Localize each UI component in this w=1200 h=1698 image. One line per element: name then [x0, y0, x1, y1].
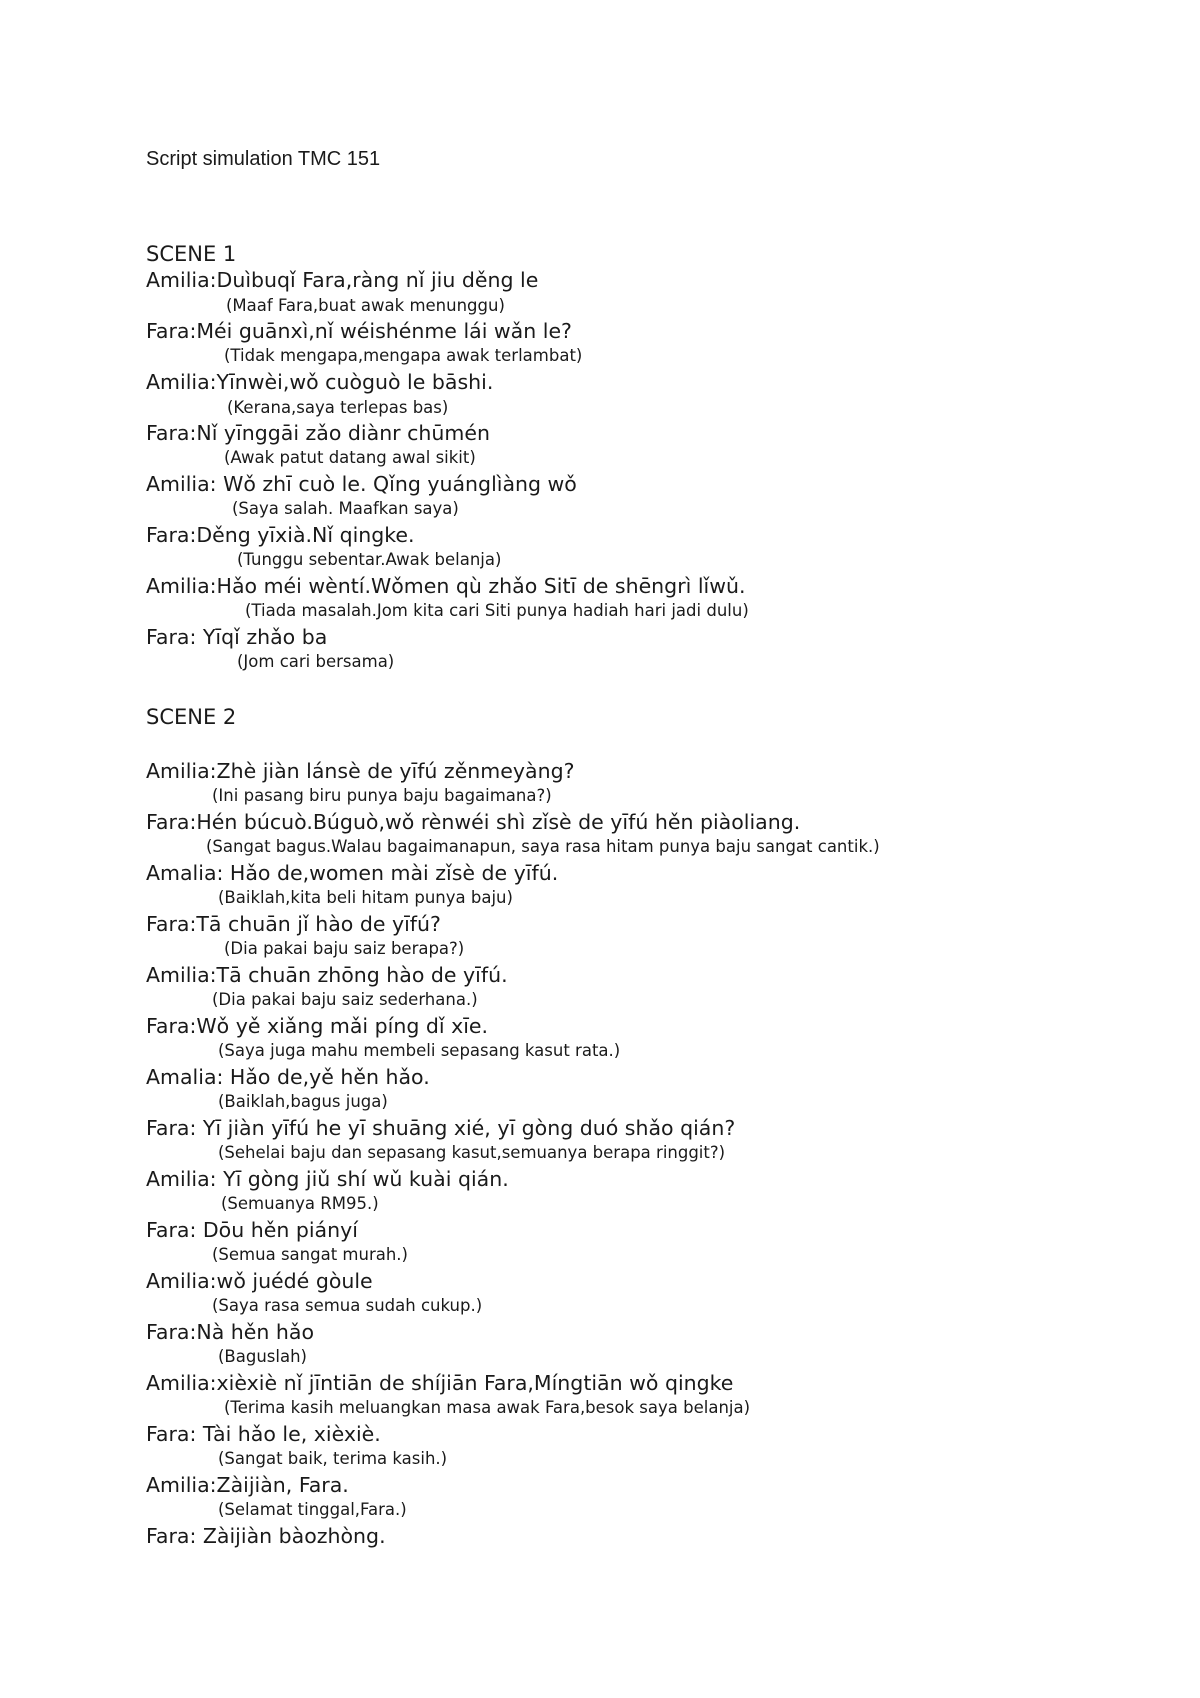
- dialog-line: Fara:Nà hěn hǎo: [146, 1320, 314, 1344]
- translation-line: (Semuanya RM95.): [221, 1194, 379, 1213]
- translation-line: (Tidak mengapa,mengapa awak terlambat): [224, 346, 583, 365]
- translation-line: (Terima kasih meluangkan masa awak Fara,besok saya belanja): [224, 1398, 751, 1417]
- translation-line: (Saya rasa semua sudah cukup.): [212, 1296, 483, 1315]
- dialog-line: Amilia:Zàijiàn, Fara.: [146, 1473, 349, 1497]
- dialog-line: Fara:Wǒ yě xiǎng mǎi píng dǐ xīe.: [146, 1014, 489, 1038]
- scene-2-heading: SCENE 2: [146, 705, 237, 729]
- translation-line: (Sangat baik, terima kasih.): [218, 1449, 448, 1468]
- translation-line: (Saya salah. Maafkan saya): [232, 499, 459, 518]
- translation-line: (Tunggu sebentar.Awak belanja): [237, 550, 502, 569]
- translation-line: (Selamat tinggal,Fara.): [218, 1500, 407, 1519]
- dialog-line: Amilia:Zhè jiàn lánsè de yīfú zěnmeyàng?: [146, 759, 575, 783]
- dialog-line: Amilia:Yīnwèi,wǒ cuòguò le bāshi.: [146, 370, 494, 394]
- translation-line: (Sangat bagus.Walau bagaimanapun, saya rasa hitam punya baju sangat cantik.): [206, 837, 880, 856]
- scene-1-heading: SCENE 1: [146, 242, 237, 266]
- dialog-line: Amalia: Hǎo de,women mài zǐsè de yīfú.: [146, 861, 559, 885]
- dialog-line: Amilia: Yī gòng jiǔ shí wǔ kuài qián.: [146, 1167, 509, 1191]
- translation-line: (Baguslah): [218, 1347, 307, 1366]
- dialog-line: Fara: Tài hǎo le, xièxiè.: [146, 1422, 381, 1446]
- translation-line: (Sehelai baju dan sepasang kasut,semuanya berapa ringgit?): [218, 1143, 726, 1162]
- dialog-line: Amilia:wǒ juédé gòule: [146, 1269, 373, 1293]
- translation-line: (Awak patut datang awal sikit): [224, 448, 476, 467]
- translation-line: (Ini pasang biru punya baju bagaimana?): [212, 786, 552, 805]
- translation-line: (Kerana,saya terlepas bas): [227, 398, 449, 417]
- dialog-line: Fara:Tā chuān jǐ hào de yīfú?: [146, 912, 441, 936]
- dialog-line: Fara: Yīqǐ zhǎo ba: [146, 625, 328, 649]
- translation-line: (Baiklah,bagus juga): [218, 1092, 388, 1111]
- translation-line: (Jom cari bersama): [237, 652, 395, 671]
- dialog-line: Fara:Méi guānxì,nǐ wéishénme lái wǎn le?: [146, 319, 572, 343]
- translation-line: (Semua sangat murah.): [212, 1245, 408, 1264]
- dialog-line: Amilia: Wǒ zhī cuò le. Qǐng yuánglìàng wǒ: [146, 472, 577, 496]
- dialog-line: Amilia:xièxiè nǐ jīntiān de shíjiān Fara,Míngtiān wǒ qingke: [146, 1371, 734, 1395]
- translation-line: (Tiada masalah.Jom kita cari Siti punya hadiah hari jadi dulu): [245, 601, 749, 620]
- dialog-line: Fara: Zàijiàn bàozhòng.: [146, 1524, 386, 1548]
- translation-line: (Dia pakai baju saiz sederhana.): [212, 990, 478, 1009]
- translation-line: (Baiklah,kita beli hitam punya baju): [218, 888, 513, 907]
- dialog-line: Fara: Yī jiàn yīfú he yī shuāng xié, yī gòng duó shǎo qián?: [146, 1116, 736, 1140]
- dialog-line: Amilia:Tā chuān zhōng hào de yīfú.: [146, 963, 508, 987]
- dialog-line: Fara: Dōu hěn piányí: [146, 1218, 358, 1242]
- translation-line: (Dia pakai baju saiz berapa?): [224, 939, 465, 958]
- dialog-line: Fara:Hén búcuò.Búguò,wǒ rènwéi shì zǐsè de yīfú hěn piàoliang.: [146, 810, 801, 834]
- translation-line: (Maaf Fara,buat awak menunggu): [226, 296, 505, 315]
- dialog-line: Fara:Děng yīxià.Nǐ qingke.: [146, 523, 415, 547]
- document-title: Script simulation TMC 151: [146, 148, 381, 170]
- dialog-line: Amilia:Hǎo méi wèntí.Wǒmen qù zhǎo Sitī de shēngrì lǐwǔ.: [146, 574, 746, 598]
- translation-line: (Saya juga mahu membeli sepasang kasut rata.): [218, 1041, 621, 1060]
- dialog-line: Fara:Nǐ yīnggāi zǎo diànr chūmén: [146, 421, 490, 445]
- dialog-line: Amalia: Hǎo de,yě hěn hǎo.: [146, 1065, 430, 1089]
- dialog-line: Amilia:Duìbuqǐ Fara,ràng nǐ jiu děng le: [146, 268, 539, 292]
